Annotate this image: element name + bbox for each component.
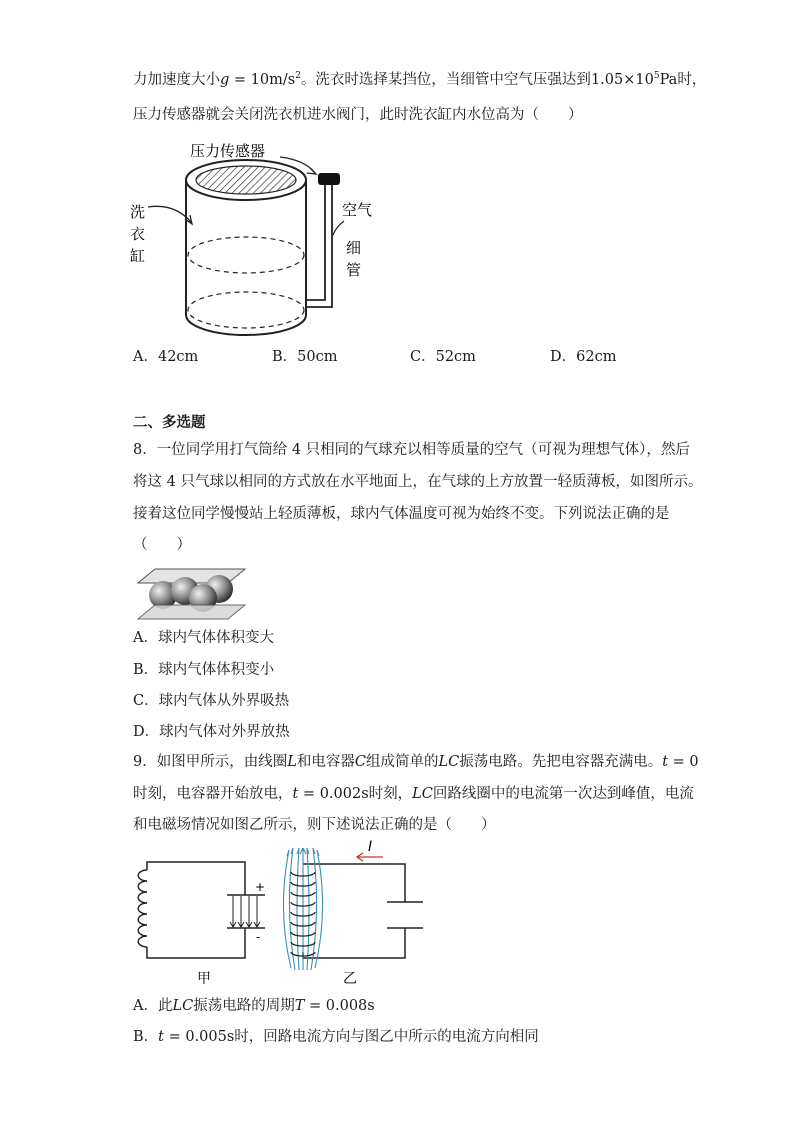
label-yi: 乙 [343, 971, 357, 987]
q8-option-d: D．球内气体对外界放热 [133, 724, 290, 740]
washing-tub-figure [120, 135, 380, 345]
tub-label-1: 洗 [130, 203, 146, 221]
label-jia: 甲 [197, 971, 211, 987]
q8-option-a: A．球内气体体积变大 [133, 630, 274, 646]
q9-option-a: A．此LC振荡电路的周期T = 0.008s [133, 998, 375, 1014]
q8-line-2: 将这 4 只气球以相同的方式放在水平地面上，在气球的上方放置一轻质薄板，如图所示。 [133, 474, 703, 490]
q9-line-2: 时刻，电容器开始放电，t = 0.002s时刻，LC回路线圈中的电流第一次达到峰值，电流 [133, 786, 694, 802]
q8-line-3: 接着这位同学慢慢站上轻质薄板，球内气体温度可视为始终不变。下列说法正确的是 [133, 506, 670, 522]
q9-line-1: 9．如图甲所示，由线圈L和电容器C组成简单的LC振荡电路。先把电容器充满电。t = 0 [133, 754, 699, 770]
svg-text:-: - [256, 930, 261, 944]
g-variable: g [220, 72, 230, 88]
tub-label-3: 缸 [130, 247, 146, 265]
q8-line-1: 8．一位同学用打气筒给 4 只相同的气球充以相等质量的空气（可视为理想气体），然后 [133, 442, 690, 458]
inductor-coil-icon [138, 870, 147, 947]
sensor-label: 压力传感器 [190, 142, 266, 160]
q9-line-3: 和电磁场情况如图乙所示，则下述说法正确的是（ ） [133, 817, 496, 833]
q8-option-c: C．球内气体从外界吸热 [133, 693, 290, 709]
q8-line-4: （ ） [133, 537, 191, 553]
air-label: 空气 [342, 201, 373, 219]
q7-option-b: B．50cm [272, 349, 338, 365]
q7-option-c: C．52cm [410, 349, 476, 365]
q8-option-b: B．球内气体体积变小 [133, 662, 275, 678]
current-label: I [368, 840, 373, 855]
lc-circuit-figure [125, 840, 445, 990]
q7-line-2: 压力传感器就会关闭洗衣机进水阀门，此时洗衣缸内水位高为（ ） [133, 107, 583, 123]
circuit-yi [283, 840, 423, 987]
q7-option-a: A．42cm [133, 349, 199, 365]
svg-text:+: + [255, 880, 266, 894]
q7-option-d: D．62cm [550, 349, 617, 365]
section-title: 二、多选题 [133, 415, 206, 431]
tube-label-2: 管 [346, 261, 362, 279]
magnetic-field-icon [283, 848, 322, 970]
balloons-figure [133, 565, 248, 623]
pressure-sensor-icon [318, 173, 340, 185]
tub-label-2: 衣 [130, 225, 146, 243]
tube-label-1: 细 [346, 239, 362, 257]
circuit-jia [138, 862, 265, 987]
q9-option-b: B．t = 0.005s时，回路电流方向与图乙中所示的电流方向相同 [133, 1029, 539, 1045]
q7-line-1: 力加速度大小$g = 10m/s^2$。洗衣时选择某挡位，当细管中空气压强达到$1.05\times 10^5Pa$时， [133, 71, 707, 88]
